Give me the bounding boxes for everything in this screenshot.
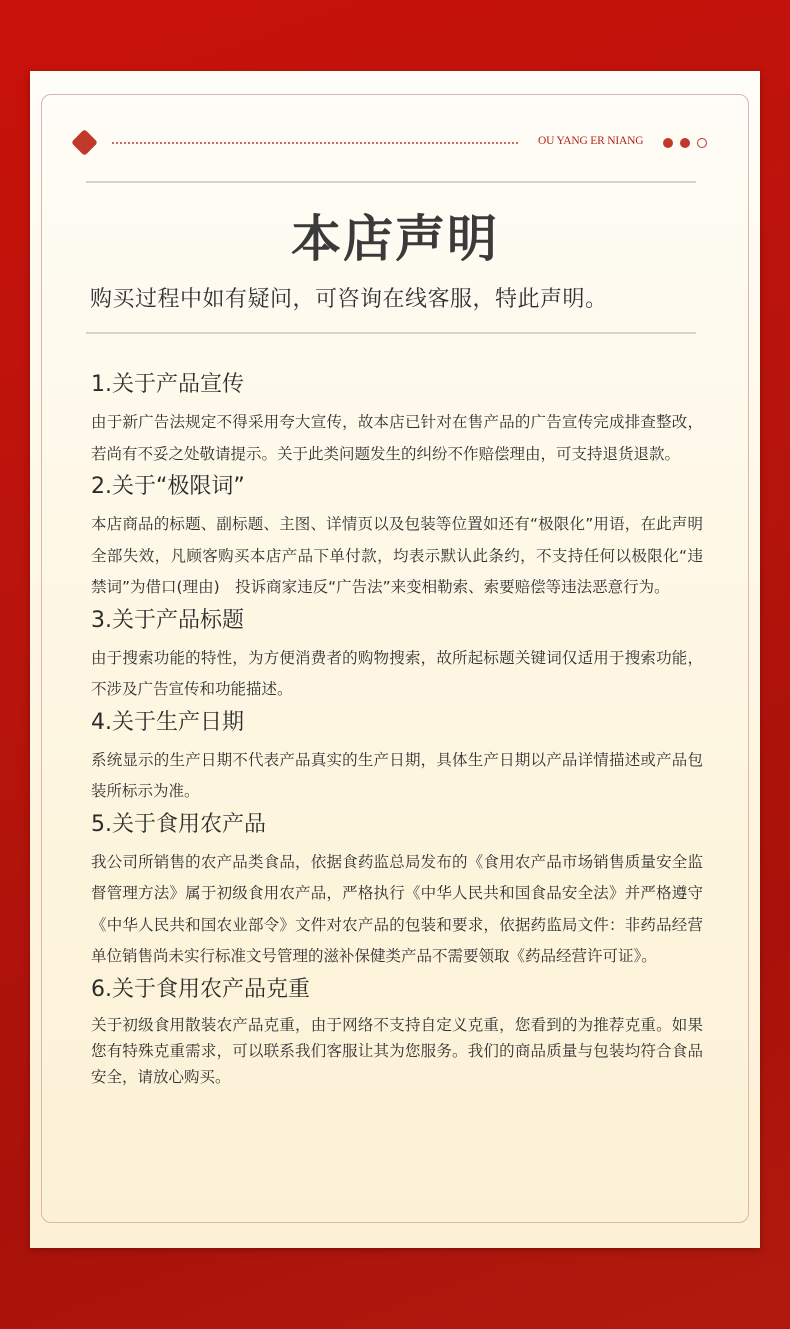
- diamond-icon: [71, 129, 98, 156]
- page-subtitle: 购买过程中如有疑问，可咨询在线客服，特此声明。: [90, 287, 608, 312]
- section-title: 2.关于“极限词”: [91, 474, 245, 499]
- section-production-date: [91, 707, 703, 808]
- notice-sections: [91, 369, 703, 1091]
- section-product-title: [91, 605, 703, 706]
- dotted-divider: [111, 142, 519, 144]
- filled-dot-icon: [663, 138, 673, 148]
- filled-dot-icon: [680, 138, 690, 148]
- section-title: 6.关于食用农产品克重: [91, 976, 310, 1002]
- section-body: 本店商品的标题、副标题、主图、详情页以及包装等位置如还有“极限化”用语，在此声明全部失效，凡顾客购买本店产品下单付款，均表示默认此条约，不支持任何以极限化“违禁词”为借口(理由) 投诉商家违反“广告法”来变相勒索、索要赔偿等违法恶意行为。: [91, 515, 703, 596]
- notice-card: [30, 71, 760, 1248]
- section-extreme-words: [91, 471, 703, 604]
- section-title: 4.关于生产日期: [91, 709, 244, 735]
- hollow-dot-icon: [697, 138, 707, 148]
- section-product-weight: [91, 974, 703, 1090]
- top-divider: [86, 181, 696, 183]
- page-title: 本店声明: [291, 209, 499, 268]
- brand-name: OU YANG ER NIANG: [538, 135, 644, 147]
- section-body: 我公司所销售的农产品类食品，依据食药监总局发布的《食用农产品市场销售质量安全监督管理方法》属于初级食用农产品，严格执行《中华人民共和国食品安全法》并严格遵守《中华人民共和国农业部令》文件对农产品的包装和要求，依据药监局文件：非药品经营单位销售尚未实行标准文号管理的滋补保健类产品不需要领取《药品经营许可证》。: [91, 852, 703, 965]
- decorative-header-bar: [73, 131, 713, 157]
- section-title: 3.关于产品标题: [91, 607, 244, 633]
- indicator-dots: [663, 138, 707, 148]
- section-advertising: [91, 369, 703, 470]
- section-body: 由于搜索功能的特性，为方便消费者的购物搜索，故所起标题关键词仅适用于搜索功能，不涉及广告宣传和功能描述。: [91, 648, 703, 698]
- section-title: 1.关于产品宣传: [91, 372, 244, 397]
- section-body: 关于初级食用散装农产品克重，由于网络不支持自定义克重，您看到的为推荐克重。如果您有特殊克重需求，可以联系我们客服让其为您服务。我们的商品质量与包装均符合食品安全，请放心购买。: [91, 1015, 703, 1086]
- section-body: 由于新广告法规定不得采用夸大宣传，故本店已针对在售产品的广告宣传完成排查整改，若尚有不妥之处敬请提示。关于此类问题发生的纠纷不作赔偿理由，可支持退货退款。: [91, 413, 703, 463]
- section-agricultural-products: [91, 809, 703, 973]
- section-title: 5.关于食用农产品: [91, 811, 266, 837]
- subtitle-divider: [86, 332, 696, 334]
- section-body: 系统显示的生产日期不代表产品真实的生产日期，具体生产日期以产品详情描述或产品包装所标示为准。: [91, 750, 703, 800]
